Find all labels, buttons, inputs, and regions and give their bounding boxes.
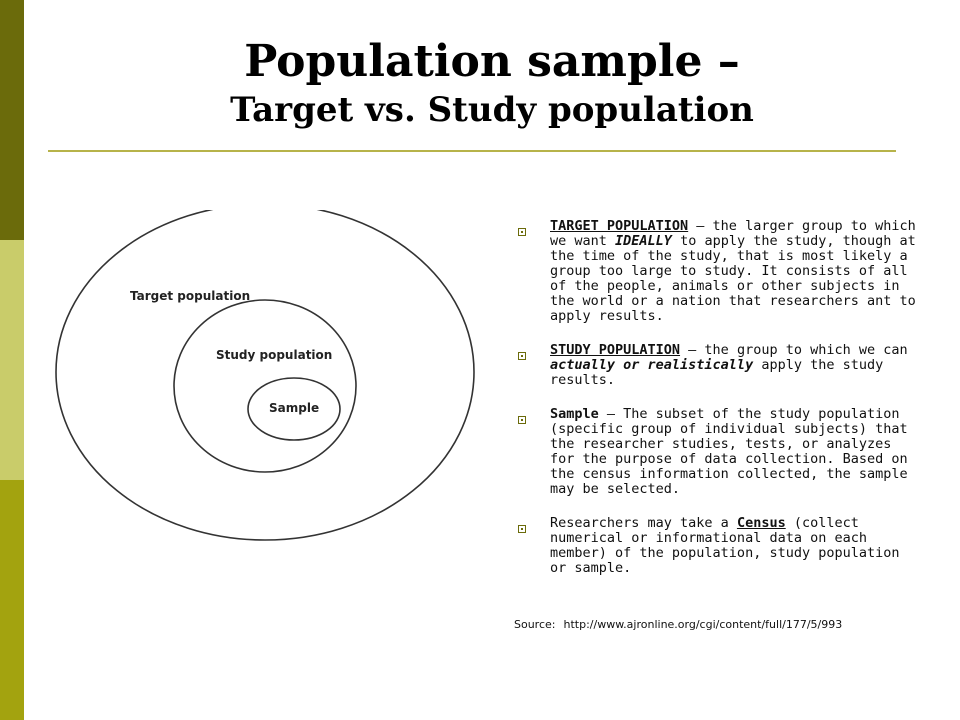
- source-url: http://www.ajronline.org/cgi/content/full/177/5/993: [563, 618, 843, 631]
- target-population-label: Target population: [130, 289, 251, 303]
- bullet-text: – the group to which we can: [680, 342, 908, 358]
- bullet-emphasis: actually or realistically: [550, 357, 754, 373]
- square-bullet-icon: [518, 228, 526, 236]
- term-sample: Sample: [550, 406, 599, 422]
- bullet-text: – the larger group to which we want: [550, 218, 916, 249]
- population-diagram: [55, 210, 475, 630]
- bullet-text: Researchers may take a: [550, 515, 737, 531]
- square-bullet-icon: [518, 416, 526, 424]
- source-citation: [514, 618, 842, 631]
- slide-title-line1: Population sample –: [244, 36, 740, 87]
- term-target-population: TARGET POPULATION: [550, 218, 689, 234]
- list-item: [512, 343, 922, 388]
- bullet-emphasis: IDEALLY: [615, 233, 672, 249]
- bullet-text: – The subset of the study population (specific group of individual subjects) that the researcher studies, tests, or analyzes for the purpose of data collection. Based on the census information collected, the sample may be selected.: [550, 406, 908, 497]
- study-population-label: Study population: [216, 348, 333, 362]
- sample-label: Sample: [269, 401, 320, 415]
- side-accent-bar: [0, 0, 24, 720]
- definition-list: [512, 219, 922, 595]
- term-study-population: STUDY POPULATION: [550, 342, 681, 358]
- bullet-text: (collect numerical or informational data on each member) of the population, study population or sample.: [550, 515, 900, 576]
- square-bullet-icon: [518, 352, 526, 360]
- study-population-ellipse: [174, 300, 356, 472]
- slide-title: [24, 36, 960, 132]
- bullet-text: to apply the study, though at the time of the study, that is most likely a group too large to study. It consists of all of the people, animals or other subjects in the world or a nation that researchers ant to apply results.: [550, 233, 916, 324]
- side-bar-segment-dark: [0, 0, 24, 240]
- square-bullet-icon: [518, 525, 526, 533]
- list-item: [512, 219, 922, 324]
- target-population-ellipse: [56, 210, 474, 540]
- side-bar-segment-mid: [0, 480, 24, 720]
- list-item: [512, 516, 922, 576]
- slide-title-line2: Target vs. Study population: [230, 90, 754, 130]
- source-label: Source:: [514, 618, 556, 631]
- title-divider: [48, 150, 896, 152]
- side-bar-segment-light: [0, 240, 24, 480]
- list-item: [512, 407, 922, 497]
- bullet-text: apply the study results.: [550, 357, 884, 388]
- term-census: Census: [736, 515, 786, 531]
